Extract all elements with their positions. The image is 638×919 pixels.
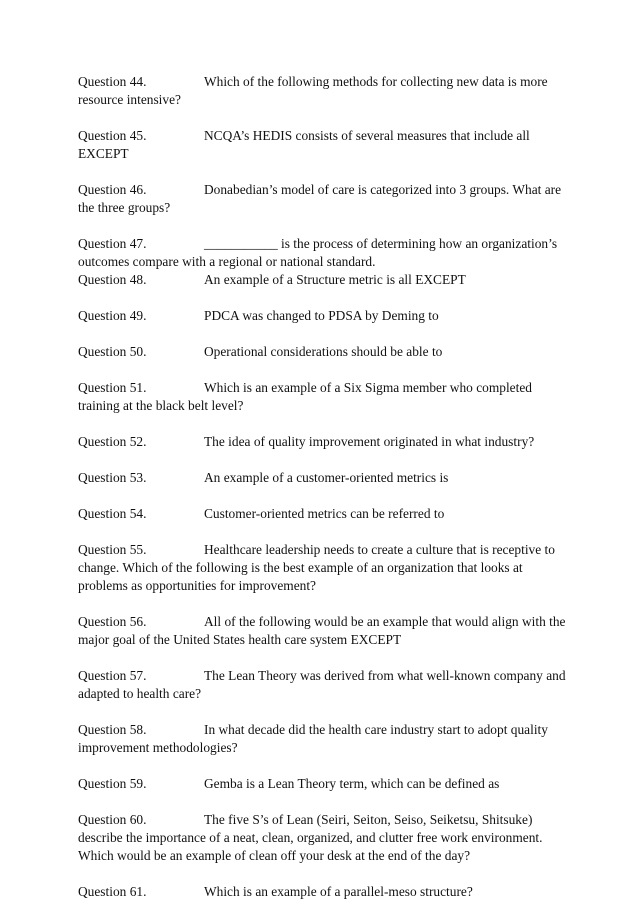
question-text: ___________ is the process of determining how an organization’s outcomes compare with a regional or national standard. xyxy=(78,236,558,269)
question-item xyxy=(78,775,568,793)
question-number: Question 57. xyxy=(78,668,147,683)
question-number: Question 50. xyxy=(78,344,147,359)
question-item xyxy=(78,505,568,523)
question-item xyxy=(78,667,568,703)
question-item xyxy=(78,343,568,361)
question-item xyxy=(78,469,568,487)
question-number: Question 44. xyxy=(78,74,147,89)
question-text: PDCA was changed to PDSA by Deming to xyxy=(204,308,439,323)
question-text: Healthcare leadership needs to create a culture that is receptive to change. Which of the following is the best example of an organization that looks at problems as opportunities for improvement? xyxy=(78,542,555,593)
question-number: Question 51. xyxy=(78,380,147,395)
question-item xyxy=(78,541,568,595)
question-number: Question 47. xyxy=(78,236,147,251)
question-item xyxy=(78,307,568,325)
question-text: Customer-oriented metrics can be referred to xyxy=(204,506,445,521)
question-text: Which of the following methods for collecting new data is more resource intensive? xyxy=(78,74,548,107)
question-item xyxy=(78,883,568,901)
question-item xyxy=(78,235,568,271)
question-text: The idea of quality improvement originated in what industry? xyxy=(204,434,535,449)
question-text: An example of a customer-oriented metrics is xyxy=(204,470,449,485)
question-number: Question 45. xyxy=(78,128,147,143)
question-number: Question 58. xyxy=(78,722,147,737)
question-number: Question 54. xyxy=(78,506,147,521)
question-text: In what decade did the health care industry start to adopt quality improvement methodologies? xyxy=(78,722,548,755)
question-number: Question 53. xyxy=(78,470,147,485)
question-text: NCQA’s HEDIS consists of several measures that include all EXCEPT xyxy=(78,128,530,161)
question-item xyxy=(78,73,568,109)
question-number: Question 55. xyxy=(78,542,147,557)
question-number: Question 56. xyxy=(78,614,147,629)
question-text: Gemba is a Lean Theory term, which can be defined as xyxy=(204,776,500,791)
question-number: Question 59. xyxy=(78,776,147,791)
question-number: Question 52. xyxy=(78,434,147,449)
question-text: The five S’s of Lean (Seiri, Seiton, Seiso, Seiketsu, Shitsuke) describe the importance of a neat, clean, organized, and clutter free work environment. Which would be an example of clean off your desk at the end of the day? xyxy=(78,812,543,863)
question-item xyxy=(78,721,568,757)
question-text: Which is an example of a parallel-meso structure? xyxy=(204,884,473,899)
question-item xyxy=(78,433,568,451)
question-item xyxy=(78,271,568,289)
question-number: Question 46. xyxy=(78,182,147,197)
question-text: All of the following would be an example that would align with the major goal of the United States health care system EXCEPT xyxy=(78,614,566,647)
question-text: The Lean Theory was derived from what well-known company and adapted to health care? xyxy=(78,668,566,701)
question-number: Question 61. xyxy=(78,884,147,899)
question-number: Question 49. xyxy=(78,308,147,323)
question-number: Question 48. xyxy=(78,272,147,287)
question-text: Donabedian’s model of care is categorized into 3 groups. What are the three groups? xyxy=(78,182,562,215)
question-item xyxy=(78,811,568,865)
question-item xyxy=(78,379,568,415)
question-text: An example of a Structure metric is all EXCEPT xyxy=(204,272,466,287)
question-text: Which is an example of a Six Sigma member who completed training at the black belt level? xyxy=(78,380,532,413)
question-number: Question 60. xyxy=(78,812,147,827)
question-item xyxy=(78,127,568,163)
document-page xyxy=(78,73,568,919)
question-item xyxy=(78,613,568,649)
question-item xyxy=(78,181,568,217)
question-text: Operational considerations should be able to xyxy=(204,344,443,359)
